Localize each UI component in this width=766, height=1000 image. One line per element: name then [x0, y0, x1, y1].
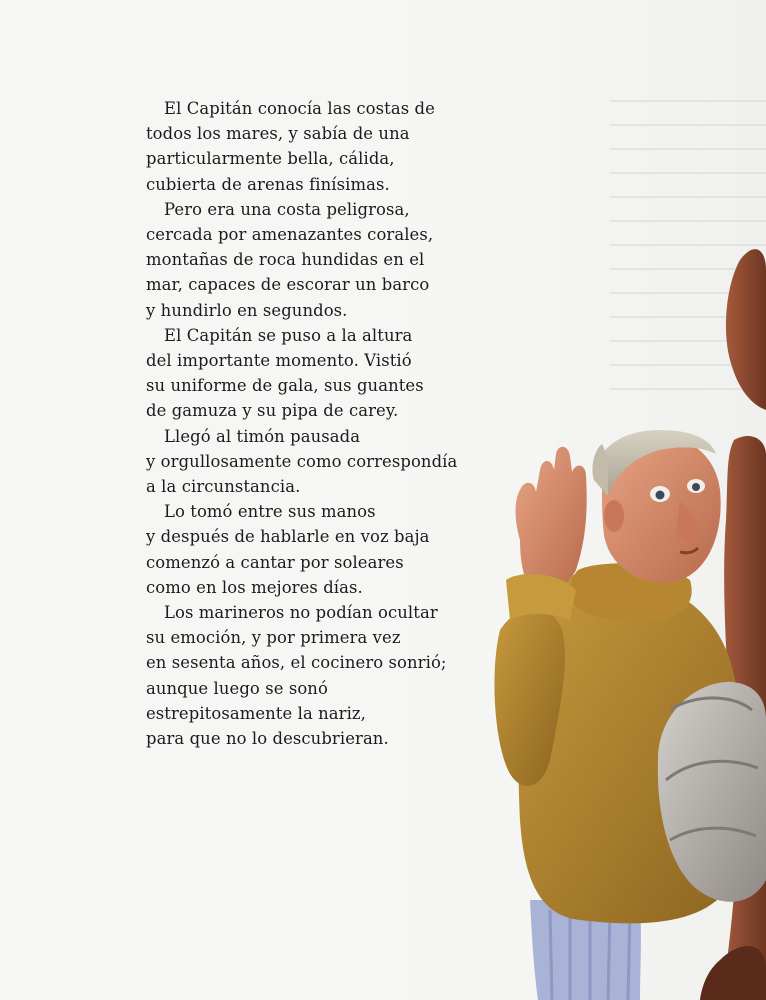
- text-line: y orgullosamente como correspondía: [146, 451, 458, 471]
- text-line: cubierta de arenas finísimas.: [146, 174, 390, 194]
- sailor-figure: [494, 430, 766, 1000]
- text-line: de gamuza y su pipa de carey.: [146, 401, 399, 421]
- paragraph-6: [146, 600, 486, 751]
- text-line: aunque luego se sonó: [146, 678, 328, 698]
- text-line: El Capitán se puso a la altura: [164, 325, 413, 345]
- text-line: como en los mejores días.: [146, 577, 363, 597]
- paragraph-4: [146, 424, 486, 500]
- text-line: montañas de roca hundidas en el: [146, 250, 425, 270]
- text-line: Llegó al timón pausada: [164, 426, 361, 446]
- text-line: Los marineros no podían ocultar: [164, 603, 438, 623]
- text-line: todos los mares, y sabía de una: [146, 124, 410, 144]
- story-text: [146, 96, 486, 751]
- text-line: mar, capaces de escorar un barco: [146, 275, 430, 295]
- text-line: a la circunstancia.: [146, 477, 301, 497]
- text-line: para que no lo descubrieran.: [146, 729, 389, 749]
- text-line: y hundirlo en segundos.: [146, 300, 348, 320]
- text-line: particularmente bella, cálida,: [146, 149, 395, 169]
- text-line: Pero era una costa peligrosa,: [164, 199, 410, 219]
- paragraph-5: [146, 499, 486, 600]
- text-line: El Capitán conocía las costas de: [164, 99, 435, 118]
- paragraph-3: [146, 323, 486, 424]
- text-line: comenzó a cantar por soleares: [146, 552, 404, 572]
- text-line: su uniforme de gala, sus guantes: [146, 376, 424, 396]
- text-line: en sesenta años, el cocinero sonrió;: [146, 653, 447, 673]
- text-line: cercada por amenazantes corales,: [146, 225, 434, 245]
- sailor-illustration: [490, 240, 766, 1000]
- text-line: y después de hablarle en voz baja: [146, 527, 430, 547]
- text-line: su emoción, y por primera vez: [146, 628, 401, 648]
- text-line: del importante momento. Vistió: [146, 351, 412, 371]
- paragraph-2: [146, 197, 486, 323]
- text-line: Lo tomó entre sus manos: [164, 502, 376, 522]
- paragraph-1: [146, 96, 486, 197]
- text-line: estrepitosamente la nariz,: [146, 703, 366, 723]
